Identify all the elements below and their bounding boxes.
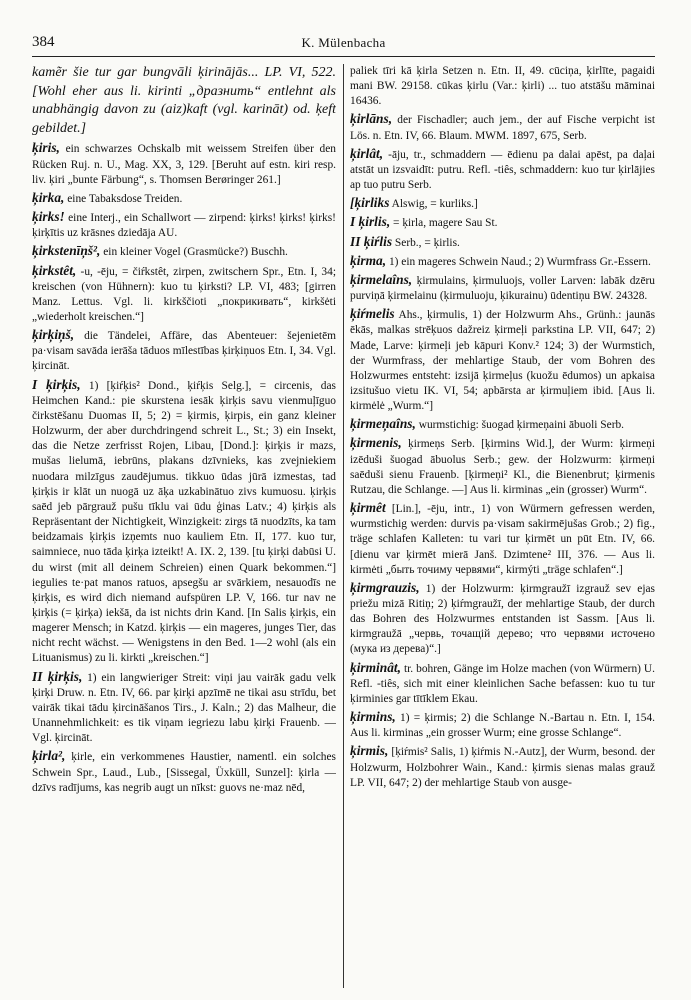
- entry-text: Ahs., ķirmulis, 1) der Holzwurm Ahs., Grünh.: jaunās ēkās, malkas strēķuos dažreiz ķirmeļi parkstina LP. VII, 647; 2) Made, Larve: ķirmeļi jeb kāpuri Konv.² 124; 3) der Wurmstich, der Wurmfrass, der mehlartige Staub, der vom Bohren des Holzwurmes entsteht: izsijā ķirmeļus (kuožu ēdumos) un apkaisa izsitušuo vietu IK. VI, 54; apbārsta ar ķirmuļiem ibid. [Aus li. kirmėlė „Wurm.“]: [350, 309, 655, 413]
- dictionary-entry: [32, 64, 336, 138]
- entry-text: = ķirla, magere Sau St.: [393, 217, 498, 230]
- entry-text: paliek tīri kā ķirla Setzen n. Etn. II, 49. cūciņa, ķirlīte, pagaidi mani BW. 29158. cūkas ķirlu (Var.: ķirli) ... tuo atstāšu māminai 16436.: [350, 65, 655, 108]
- entry-text: eine Tabaksdose Treiden.: [67, 192, 183, 205]
- entry-headword: ķirma,: [350, 252, 387, 268]
- entry-text: 1) der Holzwurm: ķirmgraužī izgrauž sev ejas priežu mizā Ritiņ; 2) ķiŕmgraužī, der mehlartige Staub, der durch das Bohren des Holzwurmes entstanden ist Sassm. [Aus li. kirmgraužā „червь, точащiй дерево; что червями источено (мука из дерева)“.]: [350, 582, 655, 656]
- left-column: [32, 64, 336, 990]
- page-header: [32, 34, 655, 57]
- entry-text: ķirmulains, ķirmuluojs, voller Larven: labāk dzēru purviņā ķirmelainu (ķirmuluoju, ķikurainu) ūdentiņu BW. 24328.: [350, 274, 655, 303]
- dictionary-entry: [350, 579, 655, 658]
- dictionary-entry: [350, 499, 655, 578]
- dictionary-entry: [350, 213, 655, 231]
- entry-headword: ķirmins,: [350, 709, 396, 725]
- entry-text: eine Interj., ein Schallwort — zirpend: ķirks! ķirks! ķirks! ķirķītis uz krāsnes dziedāja AU.: [32, 212, 336, 240]
- entry-headword: I ķirlis,: [350, 214, 391, 230]
- dictionary-entry: [32, 326, 336, 374]
- entry-headword: ķiŕmelis: [350, 306, 395, 322]
- dictionary-entry: [32, 208, 336, 241]
- entry-headword: ķiris,: [32, 140, 60, 156]
- entry-headword: II ķirķis,: [32, 668, 83, 684]
- entry-headword: ķirmelaîns,: [350, 271, 413, 287]
- dictionary-entry: [350, 271, 655, 304]
- entry-text: kamẽr šie tur gar bungvāli ķirinājās... LP. VI, 522. [Wohl eher aus li. kirinti „дразнить“ entlehnt als unabhängig davon zu (aiz)kaft (vgl. karināt) od. ķeft gebildet.]: [32, 65, 336, 136]
- entry-text: wurmstichig: šuogad ķirmeņaini ābuoli Serb.: [418, 419, 625, 432]
- entry-text: 1) ein mageres Schwein Naud.; 2) Wurmfrass Gr.-Essern.: [388, 255, 651, 268]
- dictionary-entry: [350, 233, 655, 251]
- entry-text: [Lin.], -ēju, intr., 1) von Würmern gefressen werden, wurmstichig werden: durvis pa·visam sakirmējušas Grob.; 2) fig., träge schlafen Kalleten: tu vari tur ķirmēt un pūt Etn. IV, 66. [dienu var ķirmēt mierā Janš. Dzimtene² III, 376. — Aus li. kirmėti „быть точиму червями“, kirmýti „träge schlafen“.]: [350, 503, 655, 576]
- entry-headword: ķirla²,: [32, 748, 66, 764]
- entry-text: ķirmeņs Serb. [ķirmins Wid.], der Wurm: ķirmeņi izēduši šuogad ābuolus Serb.; gew. der Holzwurm: ķirmeņi saēduši sienu Frauenb. [ķirmeņi² Kl., die Bienenbrut; ķirmenis Rutzau, die Schlange. —] Aus li. kirminas „ein (grosser) Wurm“.: [350, 438, 655, 496]
- dictionary-entry: [32, 139, 336, 187]
- entry-text: die Tändelei, Affäre, das Abenteuer: šejenietēm pa·visam savāda ierāša tāduos mīlestības ķirķiņuos Etn. I, 34. Vgl. ķircināt.: [32, 330, 336, 373]
- dictionary-entry: [350, 110, 655, 143]
- dictionary-entry: [350, 708, 655, 741]
- entry-headword: ķirlāns,: [350, 111, 393, 127]
- entry-headword: ķirķiņš,: [32, 327, 75, 343]
- entry-headword: ķirkstenīņš²,: [32, 243, 101, 259]
- entry-headword: ķirmenis,: [350, 435, 402, 451]
- right-column: [350, 64, 655, 990]
- entry-text: Serb., = ķirlis.: [394, 236, 460, 249]
- entry-headword: ķirmgrauzis,: [350, 579, 420, 595]
- entry-text: der Fischadler; auch jem., der auf Fische verpicht ist Lös. n. Etn. IV, 66. Blaum. MWM. 1897, 675, Serb.: [350, 114, 655, 142]
- entry-text: 1) ein langwieriger Streit: viņi jau vairāk gadu velk ķirķi Druw. n. Etn. IV, 66. par ķirķi apzīmē ne tikai asu strīdu, bet vairāk tikai tādu ķircināšanos Tirs., J. Kaln.; 2) das Malheur, die Unannehmlichkeit: es tik viņam iegriezu labu ķirķi Frauenb. — Vgl. ķircināt.: [32, 671, 336, 745]
- dictionary-entry: [32, 262, 336, 326]
- entry-headword: ķirks!: [32, 209, 65, 225]
- dictionary-entry: [350, 145, 655, 193]
- entry-text: tr. bohren, Gänge im Holze machen (von Würmern) U. Refl. -tiês, sich mit einer kleinlichen Sache befassen: kuo tu tur ķirminies gar tītīklem Ekau.: [350, 662, 655, 705]
- entry-headword: ķirminât,: [350, 659, 401, 675]
- dictionary-entry: [350, 252, 655, 270]
- page-number: 384: [32, 34, 55, 50]
- entry-text: [ķiŕmis² Salis, 1) ķiŕmis N.-Autz], der Wurm, besond. der Holzwurm, Holzbohrer Wain., Kand.: ķirmis sienas malas grauž LP. VII, 647; 2) der mehlartige Staub von ausge-: [350, 746, 655, 789]
- entry-headword: ķirkstêt,: [32, 262, 77, 278]
- dictionary-entry: [350, 305, 655, 414]
- entry-headword: ķirmêt: [350, 500, 386, 516]
- running-head: K. Mülenbacha: [301, 35, 386, 50]
- entry-text: -āju, tr., schmaddern — ēdienu pa dalai apēst, pa daļai atstāt un izsvaidīt: putru. Refl. -tiês, schmaddern: kuo tur ķirlājies ap tuo putru Serb.: [350, 148, 655, 192]
- dictionary-entry: [32, 376, 336, 667]
- entry-headword: ķirmis,: [350, 743, 389, 759]
- entry-headword: [ķirliks: [350, 195, 390, 211]
- entry-headword: I ķirķis,: [32, 376, 81, 392]
- entry-headword: ķirlât,: [350, 145, 384, 161]
- entry-headword: II ķiŕlis: [350, 233, 393, 249]
- entry-text: ein schwarzes Ochskalb mit weissem Streifen über den Rücken Ruj. n. U., Mag. XX, 3, 129. [Beruht auf estn. kiri resp. liv. ķiri „bunte Färbung“, s. Thomsen Berøringer 261.]: [32, 143, 336, 186]
- entry-headword: ķirka,: [32, 189, 65, 205]
- dictionary-entry: [32, 242, 336, 260]
- dictionary-entry: [32, 747, 336, 795]
- entry-text: -u, -ēju, = čiŕkstêt, zirpen, zwitschern Spr., Etn. I, 34; kreischen (von Hühnern): kuo tu ķirksti? LP. VI, 483; [girren Manz. Lettus. Vgl. li. kirkščioti „покрикивать“, kirkšėti „wiederholt kreischen.“]: [32, 265, 336, 323]
- dictionary-entry: [350, 415, 655, 433]
- dictionary-entry: [350, 434, 655, 498]
- entry-text: 1) [ķiŕķis² Dond., ķiŕķis Selg.], = circenis, das Heimchen Kand.: pie skurstena iesāk ķirķis savu vienmuļīguo čirkstēšanu Duomas II, 5; 2) = ķirmis, ķirpis, ein ganz kleiner Holzwurm, der aber durchdringend schreit L., St.; 3) ein Insekt, das die Netze zerfrisst Rojen, Libau, [Dond.]: ķirķis ir mazs, mušas lielumā, iebrūns, plakans dzīvnieks, kas zvejniekiem nuodara milzīgus zaudējumus. tikkuo ūdas jūrā izmestas, tad ķirķis ir klāt un nuogā uz āķa uzkabinātuo zivs kumuosu. ķirķis saēd jeb pārgrauž pušu tīklu vai ūdu ģinas Latv.; 4) ķirķis als Repräsentant der Nichtigkeit, Winzigkeit: zirgs tā nuodzīts, ka tam beidzamais ķirķis izņemts nuo kauliem Etn. II, 177. kuo tur, saimniece, nuo tāda ķirķa izteikt! A. IX. 2, 139. [tu ķirķi dabūsi U. du wirst (mit all deinem Schreien) einen Quark bekommen.“] iegulies te·pat manos ratuos, apsegšu ar svārkiem, nesauodīs ne ķirķis, es wird dich niemand aufspüren LP. V, 166. tur nav ne ķirķis (= ķirķa) iekšā, da ist nichts drin Kand. [In Salis ķirķis, ein magerer Mensch; in Katzd. ķirķis — ein mageres, junges Tier, das nicht recht wächst. — Wenigstens in den Bed. 1—2 wohl (als ein Lituanismus) zu li. kirkti „kreischen.“]: [32, 379, 336, 665]
- entry-headword: ķirmeņaîns,: [350, 416, 416, 432]
- dictionary-entry: [350, 64, 655, 109]
- dictionary-entry: [350, 194, 655, 212]
- entry-text: 1) = ķirmis; 2) die Schlange N.-Bartau n. Etn. I, 154. Aus li. kirminas „ein grosser Wurm; eine grosse Schlange“.: [350, 712, 655, 740]
- dictionary-entry: [32, 668, 336, 747]
- column-divider: [343, 64, 344, 988]
- dictionary-entry: [350, 742, 655, 790]
- entry-text: Alswig, = kurliks.]: [391, 198, 478, 211]
- dictionary-entry: [350, 659, 655, 707]
- entry-text: ein kleiner Vogel (Grasmücke?) Buschh.: [103, 246, 288, 259]
- dictionary-entry: [32, 189, 336, 207]
- entry-text: ķirle, ein verkommenes Haustier, namentl. ein solches Schwein Spr., Laud., Lub., [Sissegal, Üxküll, Sunzel]: ķirla — dzīvs radījums, kas negrib augt un nīkst: guovs ne·maz nēd,: [32, 751, 336, 794]
